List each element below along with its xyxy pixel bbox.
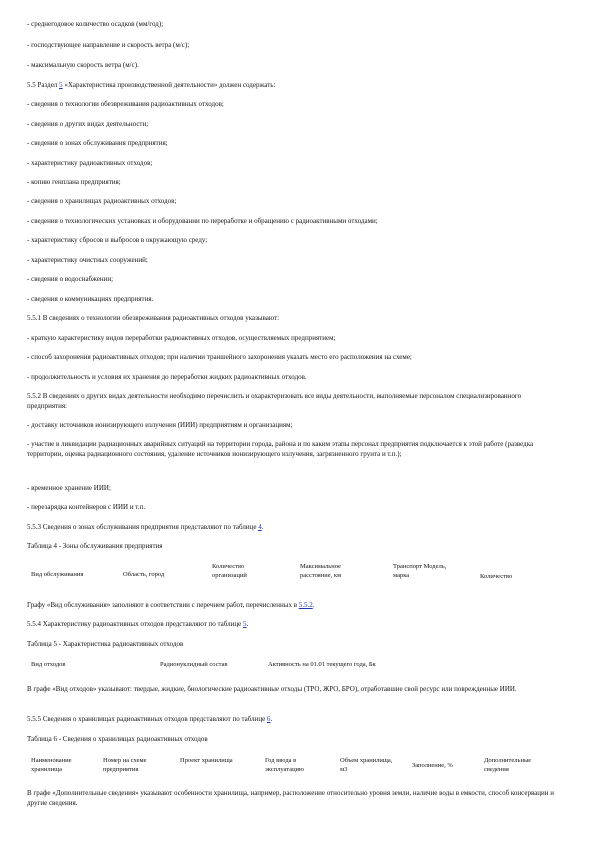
text-fragment: .	[246, 620, 249, 628]
paragraph: В графе «Вид отходов» указывают: твердые, жидкие, биологические радиоактивные отходы (ТРО, ЖРО, БРО), отработавшие свой ресурс или поврежденные ИИИ.	[27, 685, 517, 693]
table-4-header-cell: Количество организаций	[212, 563, 247, 579]
text-line: - сведения о технологических установках и оборудовании по переработке и обращению с радиоактивными отходами;	[27, 217, 378, 225]
table-4-header-cell: Область, город	[123, 571, 165, 578]
text-line: - среднегодовое количество осадков (мм/год);	[27, 20, 164, 28]
clause-5-5-2-link[interactable]: 5.5.2	[298, 601, 313, 609]
table-5-link[interactable]: 5	[243, 620, 247, 628]
text-line: - доставку источников ионизирующего излучения (ИИИ) предприятиям и организациям;	[27, 421, 293, 429]
table-5-caption: Таблица 5 - Характеристика радиоактивных отходов	[27, 640, 184, 648]
text-line: - сведения о зонах обслуживания предприятия;	[27, 139, 168, 147]
section-5-link[interactable]: 5	[59, 81, 63, 89]
table-4-caption: Таблица 4 - Зоны обслуживания предприятия	[27, 542, 163, 550]
text-line: - краткую характеристику видов переработки радиоактивных отходов, осуществляемых предприятием;	[27, 334, 336, 342]
table-4-header-cell: Количество	[480, 573, 513, 580]
text-line: - продолжительность и условия их хранения до переработки жидких радиоактивных отходов.	[27, 373, 307, 381]
text-line: - способ захоронения радиоактивных отходов; при наличии траншейного захоронения указать место его расположения на схеме;	[27, 353, 412, 361]
text-line: - перезарядка контейнеров с ИИИ и т.п.	[27, 503, 146, 511]
table-4-header-cell: Максимальное расстояние, км	[300, 563, 342, 579]
text-fragment: .	[312, 601, 315, 609]
table-6-header-cell: Дополнительные сведения	[484, 757, 532, 773]
table-6-header-cell: Проект хранилища	[180, 757, 233, 764]
text-line: - временное хранение ИИИ;	[27, 484, 111, 492]
text-fragment: 5.5 Раздел	[27, 81, 60, 89]
text-line: - сведения о других видах деятельности;	[27, 120, 149, 128]
table-6-link[interactable]: 6	[266, 715, 271, 723]
text-fragment: 5.5.3 Сведения о зонах обслуживания предприятия представляют по таблице	[27, 523, 259, 531]
text-line	[27, 715, 272, 724]
text-line: - характеристику радиоактивных отходов;	[27, 159, 153, 167]
table-6-header-cell: Наименование хранилища	[31, 757, 72, 773]
table-5-header-cell: Активность на 01.01 текущего года, Бк	[268, 661, 376, 668]
text-fragment: 5.5.4 Характеристику радиоактивных отходов представляют по таблице	[27, 620, 243, 628]
text-fragment: «Характеристика производственной деятельности» должен содержать:	[62, 81, 276, 89]
text-line: - характеристику очистных сооружений;	[27, 256, 148, 264]
paragraph: 5.5.2 В сведениях о других видах деятельности необходимо перечислить и охарактеризовать все виды деятельности, выполняемые персоналом специализированного предприятия:	[27, 392, 522, 410]
table-6-caption: Таблица 6 - Сведения о хранилищах радиоактивных отходов	[27, 735, 208, 743]
text-line	[27, 523, 263, 532]
table-6-header-cell: Год ввода в эксплуатацию	[265, 757, 304, 773]
text-line: - сведения о хранилищах радиоактивных отходов;	[27, 197, 177, 205]
text-line	[27, 601, 315, 610]
text-line: - сведения о технологии обезвреживания радиоактивных отходов;	[27, 100, 224, 108]
table-4-header-cell: Транспорт Модель, марка	[393, 563, 447, 579]
text-line: - характеристику сбросов и выбросов в окружающую среду;	[27, 236, 208, 244]
text-line: 5.5.1 В сведениях о технологии обезвреживания радиоактивных отходов указывают:	[27, 314, 280, 322]
text-line: - господствующее направление и скорость ветра (м/с);	[27, 41, 190, 49]
table-5-header-cell: Радионуклидный состав	[160, 661, 228, 668]
text-line: - максимальную скорость ветра (м/с).	[27, 61, 139, 69]
section-5-5-heading	[27, 81, 275, 90]
table-4-header-cell: Вид обслуживания	[31, 571, 84, 578]
paragraph: - участие в ликвидации радиационных аварийных ситуаций на территории города, района и по каким этапы персонал предприятия подключается к этой работе (разведка территории, оценка радиационного состояния, удаление источников ионизирующего излучения, загрязненного грунта и т.п.);	[27, 440, 534, 458]
text-fragment: 5.5.5 Сведения о хранилищах радиоактивных отходов представляют по таблице	[27, 715, 267, 723]
text-line: - копию генплана предприятия;	[27, 178, 121, 186]
text-fragment: Графу «Вид обслуживания» заполняют в соответствии с перечнем работ, перечисленных в	[27, 601, 299, 609]
table-4-link[interactable]: 4	[258, 523, 262, 531]
text-fragment: .	[270, 715, 273, 723]
table-6-header-cell: Объем хранилища, м3	[340, 757, 393, 773]
table-6-header-cell: Номер на схеме предприятия	[103, 757, 147, 773]
table-5-header-cell: Вид отходов	[31, 661, 66, 668]
table-6-header-cell: Заполнение, %	[412, 762, 453, 769]
text-line: - сведения о водоснабжении;	[27, 275, 114, 283]
text-line	[27, 620, 248, 629]
text-line: - сведения о коммуникациях предприятия.	[27, 295, 154, 303]
paragraph: В графе «Дополнительные сведения» указывают особенности хранилища, например, расположение относительно уровня земли, наличие воды в емкости, способ консервации и другие сведения.	[27, 789, 555, 807]
text-fragment: .	[261, 523, 264, 531]
